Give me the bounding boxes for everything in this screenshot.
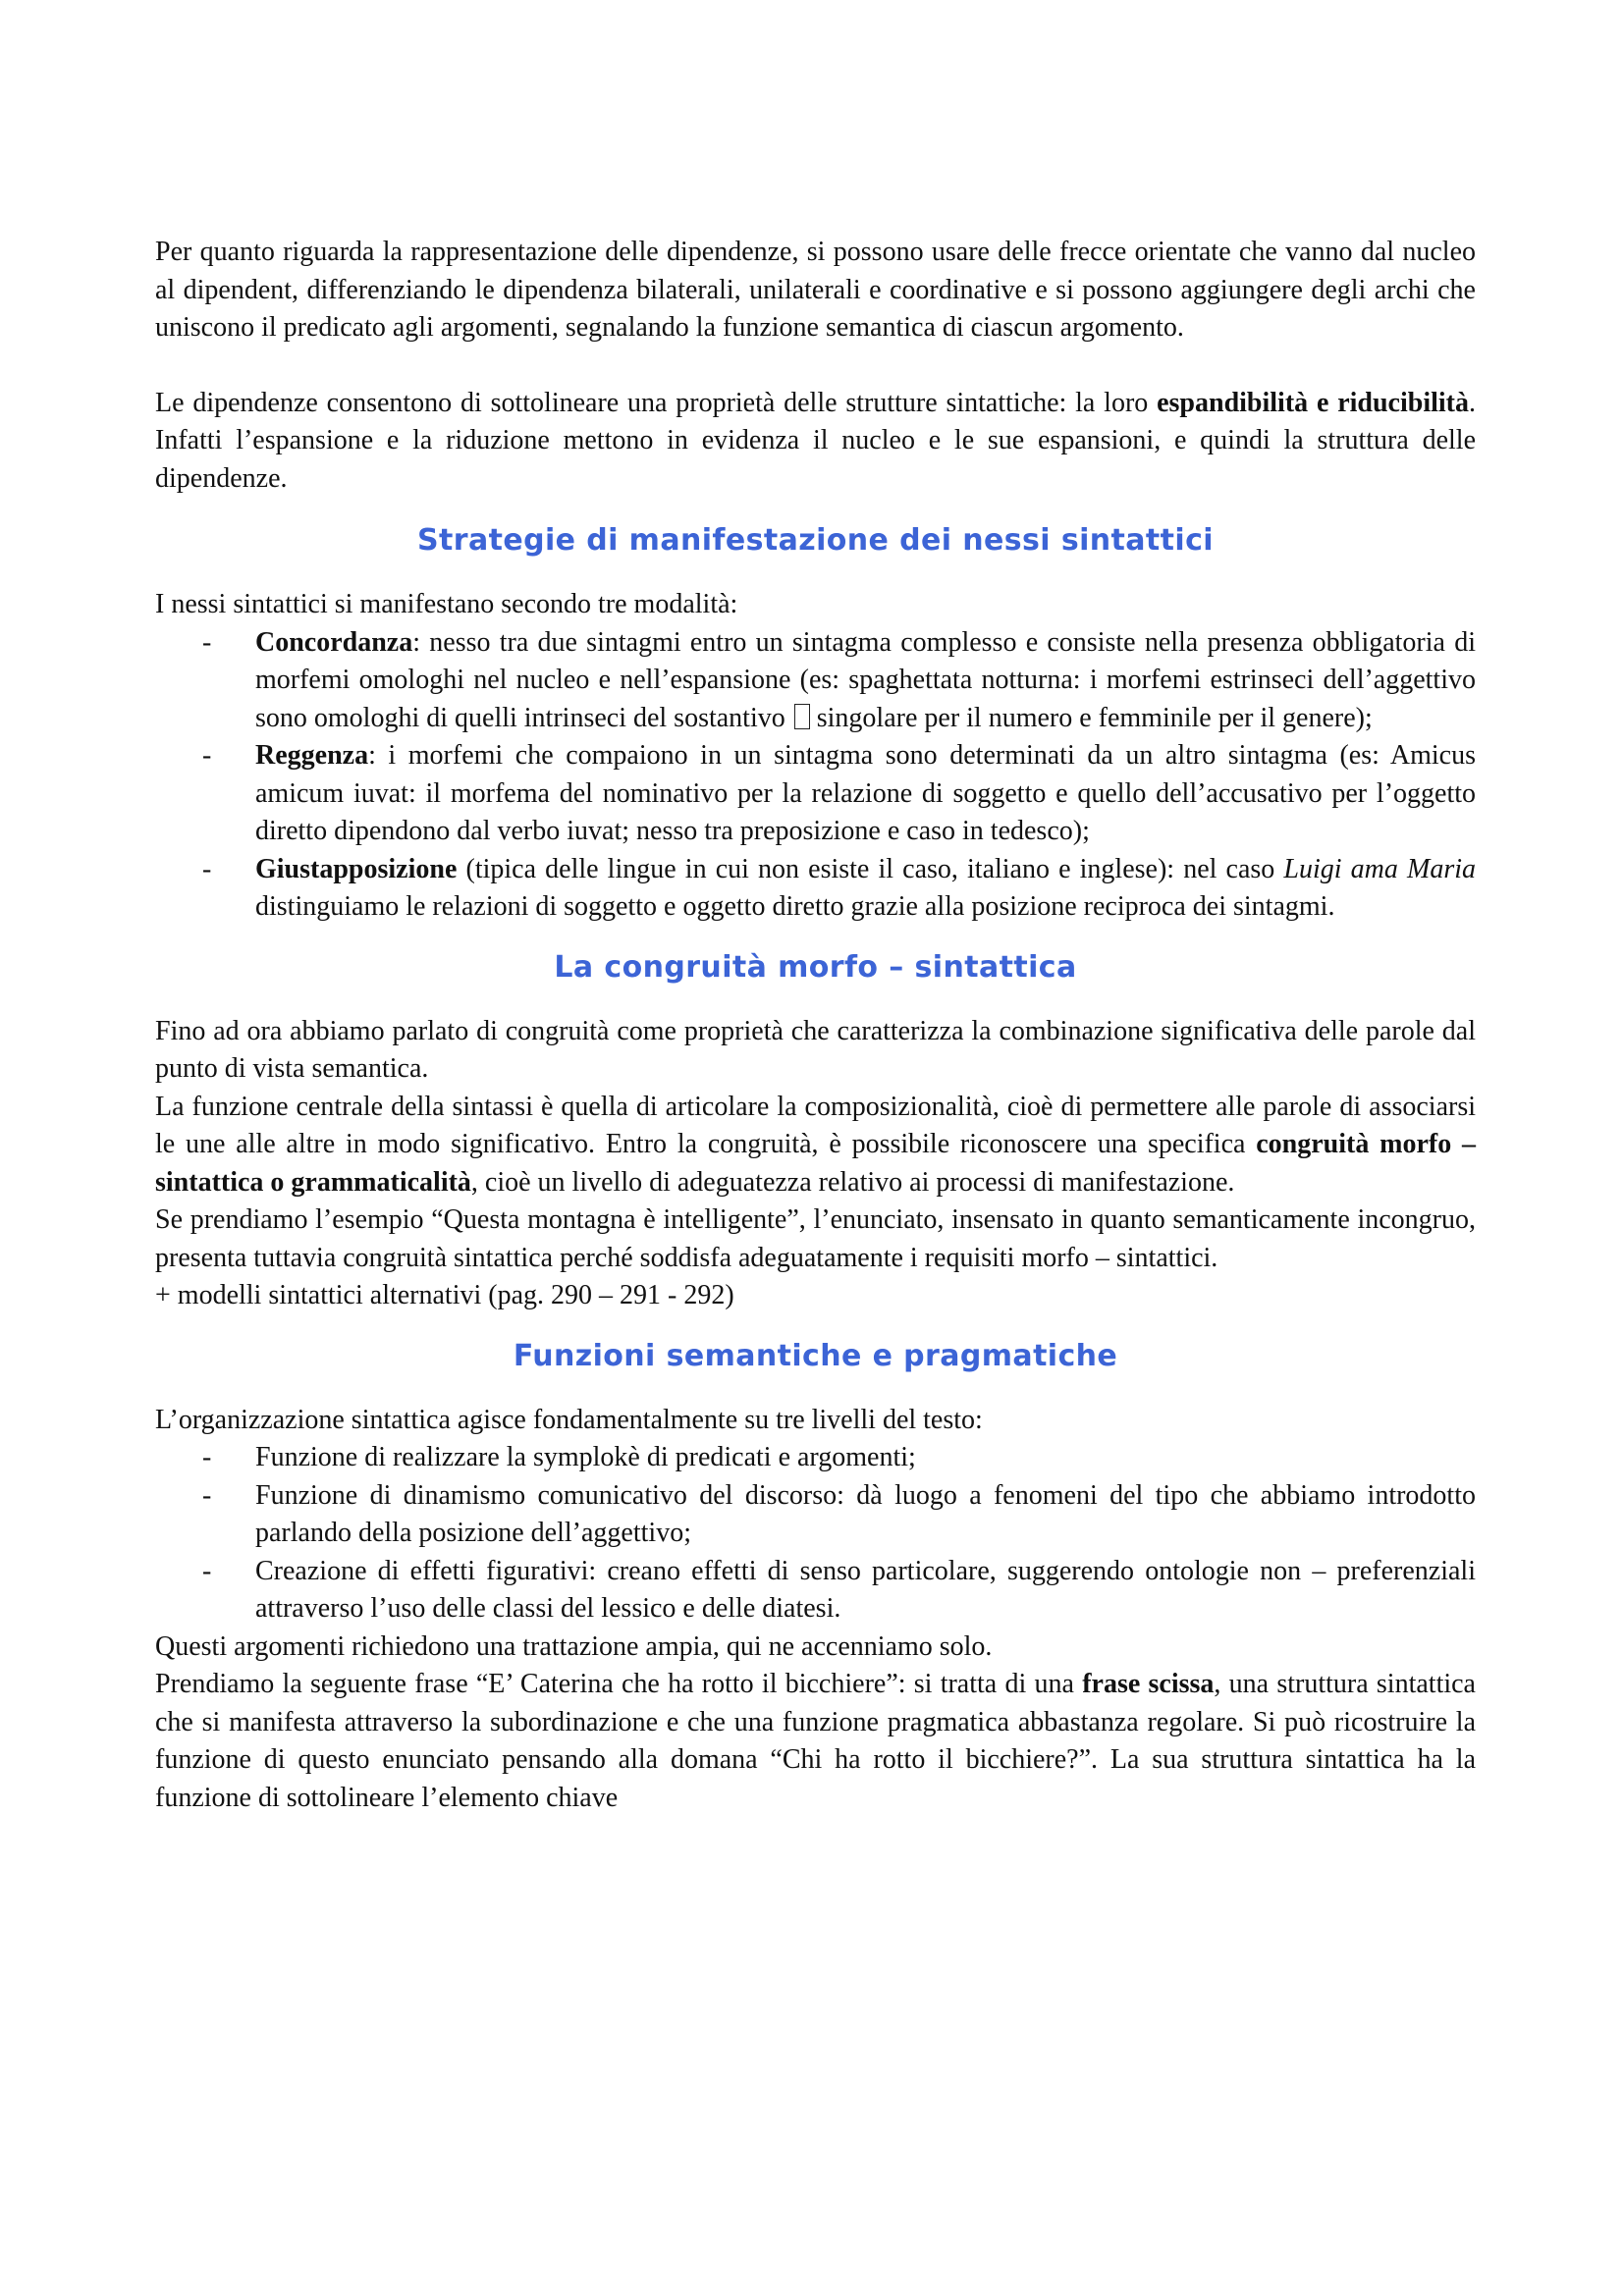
text-run: , una struttura sintattica che si manifesta attraverso la subordinazione e che una funzione pragmatica abbastanza regolare. Si può ricostruire la funzione di questo enunciato pensando alla domana “Chi ha rotto il bicchiere?”. La sua struttura sintattica ha la funzione di sottolineare l’elemento chiave bbox=[155, 1669, 1476, 1813]
text-run: , cioè un livello di adeguatezza relativo ai processi di manifestazione. bbox=[470, 1166, 1235, 1198]
list-item-symploke bbox=[155, 1439, 1476, 1477]
italic-example: Luigi ama Maria bbox=[1283, 853, 1476, 884]
bold-term: Reggenza bbox=[255, 740, 369, 771]
functions-list bbox=[155, 1439, 1476, 1629]
paragraph-frase-scissa bbox=[155, 1666, 1476, 1817]
list-bullet: - bbox=[202, 853, 212, 884]
list-item-effetti bbox=[155, 1553, 1476, 1629]
section-heading-functions: Funzioni semantiche e pragmatiche bbox=[513, 1338, 1118, 1373]
section-intro: I nessi sintattici si manifestano secondo tre modalità: bbox=[155, 589, 738, 619]
paragraph-example: Se prendiamo l’esempio “Questa montagna è intelligente”, l’enunciato, insensato in quanto semanticamente incongruo, presenta tuttavia congruità sintattica perché soddisfa adeguatamente i requisiti morfo – sintattici. bbox=[155, 1204, 1476, 1273]
section-heading-congruity: La congruità morfo – sintattica bbox=[554, 949, 1077, 985]
list-bullet: - bbox=[202, 1442, 212, 1472]
bold-term: frase scissa bbox=[1082, 1669, 1215, 1699]
bold-term: espandibilità e riducibilità bbox=[1157, 387, 1469, 418]
text-run: Le dipendenze consentono di sottolineare una proprietà delle strutture sintattiche: la loro bbox=[155, 387, 1158, 418]
list-bullet: - bbox=[202, 1555, 212, 1586]
list-item-giustapposizione bbox=[155, 851, 1476, 927]
list-bullet: - bbox=[202, 740, 212, 771]
text-run: (tipica delle lingue in cui non esiste il caso, italiano e inglese): nel caso bbox=[457, 853, 1284, 884]
paragraph-syntax-function bbox=[155, 1089, 1476, 1202]
text-run: Creazione di effetti figurativi: creano effetti di senso particolare, suggerendo ontologie non – preferenziali attraverso l’uso delle classi del lessico e delle diatesi. bbox=[255, 1555, 1476, 1624]
paragraph-dependency-properties bbox=[155, 385, 1476, 499]
list-bullet: - bbox=[202, 1479, 212, 1511]
missing-glyph-icon bbox=[794, 704, 810, 729]
bold-term: congruità morfo –sintattica o grammaticalità bbox=[155, 1129, 1476, 1198]
strategies-list bbox=[155, 624, 1476, 927]
section-intro: L’organizzazione sintattica agisce fondamentalmente su tre livelli del testo: bbox=[155, 1404, 983, 1435]
text-run: Prendiamo la seguente frase “E’ Caterina che ha rotto il bicchiere”: si tratta di una bbox=[155, 1669, 1083, 1699]
text-run: Funzione di dinamismo comunicativo del discorso: dà luogo a fenomeni del tipo che abbiamo introdotto parlando della posizione dell’aggettivo; bbox=[255, 1479, 1476, 1548]
list-item-dinamismo bbox=[155, 1477, 1476, 1553]
page-content bbox=[155, 234, 1476, 1817]
paragraph-congruity-intro: Fino ad ora abbiamo parlato di congruità come proprietà che caratterizza la combinazione significativa delle parole dal punto di vista semantica. bbox=[155, 1015, 1476, 1084]
paragraph-page-reference: + modelli sintattici alternativi (pag. 290 – 291 - 292) bbox=[155, 1280, 734, 1310]
bold-term: Giustapposizione bbox=[255, 853, 458, 884]
text-run: : i morfemi che compaiono in un sintagma sono determinati da un altro sintagma (es: Amicus amicum iuvat: il morfema del nominativo per la relazione di soggetto e quello dell’accusativo per l’oggetto diretto dipendono dal verbo iuvat; nesso tra preposizione e caso in tedesco); bbox=[255, 740, 1476, 846]
paragraph-dependency-representation: Per quanto riguarda la rappresentazione delle dipendenze, si possono usare delle frecce orientate che vanno dal nucleo al dipendent, differenziando le dipendenza bilaterali, unilaterali e coordinative e si possono aggiungere degli archi che uniscono il predicato agli argomenti, segnalando la funzione semantica di ciascun argomento. bbox=[155, 237, 1476, 343]
list-bullet: - bbox=[202, 626, 212, 658]
text-run: singolare per il numero e femminile per il genere); bbox=[816, 702, 1373, 733]
text-run: La funzione centrale della sintassi è quella di articolare la composizionalità, cioè di permettere alle parole di associarsi le une alle altre in modo significativo. Entro la congruità, è possibile riconoscere una specifica bbox=[155, 1091, 1476, 1159]
text-run: . Infatti l’espansione e la riduzione mettono in evidenza il nucleo e le sue espansioni, e quindi la struttura delle dipendenze. bbox=[155, 387, 1476, 494]
section-heading-strategies: Strategie di manifestazione dei nessi sintattici bbox=[417, 523, 1214, 558]
text-run: : nesso tra due sintagmi entro un sintagma complesso e consiste nella presenza obbligatoria di morfemi omologhi nel nucleo e nell’espansione (es: spaghettata notturna: i morfemi estrinseci dell’aggettivo sono omologhi di quelli intrinseci del sostantivo bbox=[255, 626, 1476, 733]
text-run: distinguiamo le relazioni di soggetto e oggetto diretto grazie alla posizione reciproca dei sintagmi. bbox=[255, 891, 1335, 922]
list-item-reggenza bbox=[155, 737, 1476, 851]
list-item-concordanza bbox=[155, 624, 1476, 738]
text-run: Funzione di realizzare la symplokè di predicati e argomenti; bbox=[255, 1442, 916, 1472]
bold-term: Concordanza bbox=[255, 626, 413, 658]
paragraph-arguments-note: Questi argomenti richiedono una trattazione ampia, qui ne accenniamo solo. bbox=[155, 1630, 993, 1662]
